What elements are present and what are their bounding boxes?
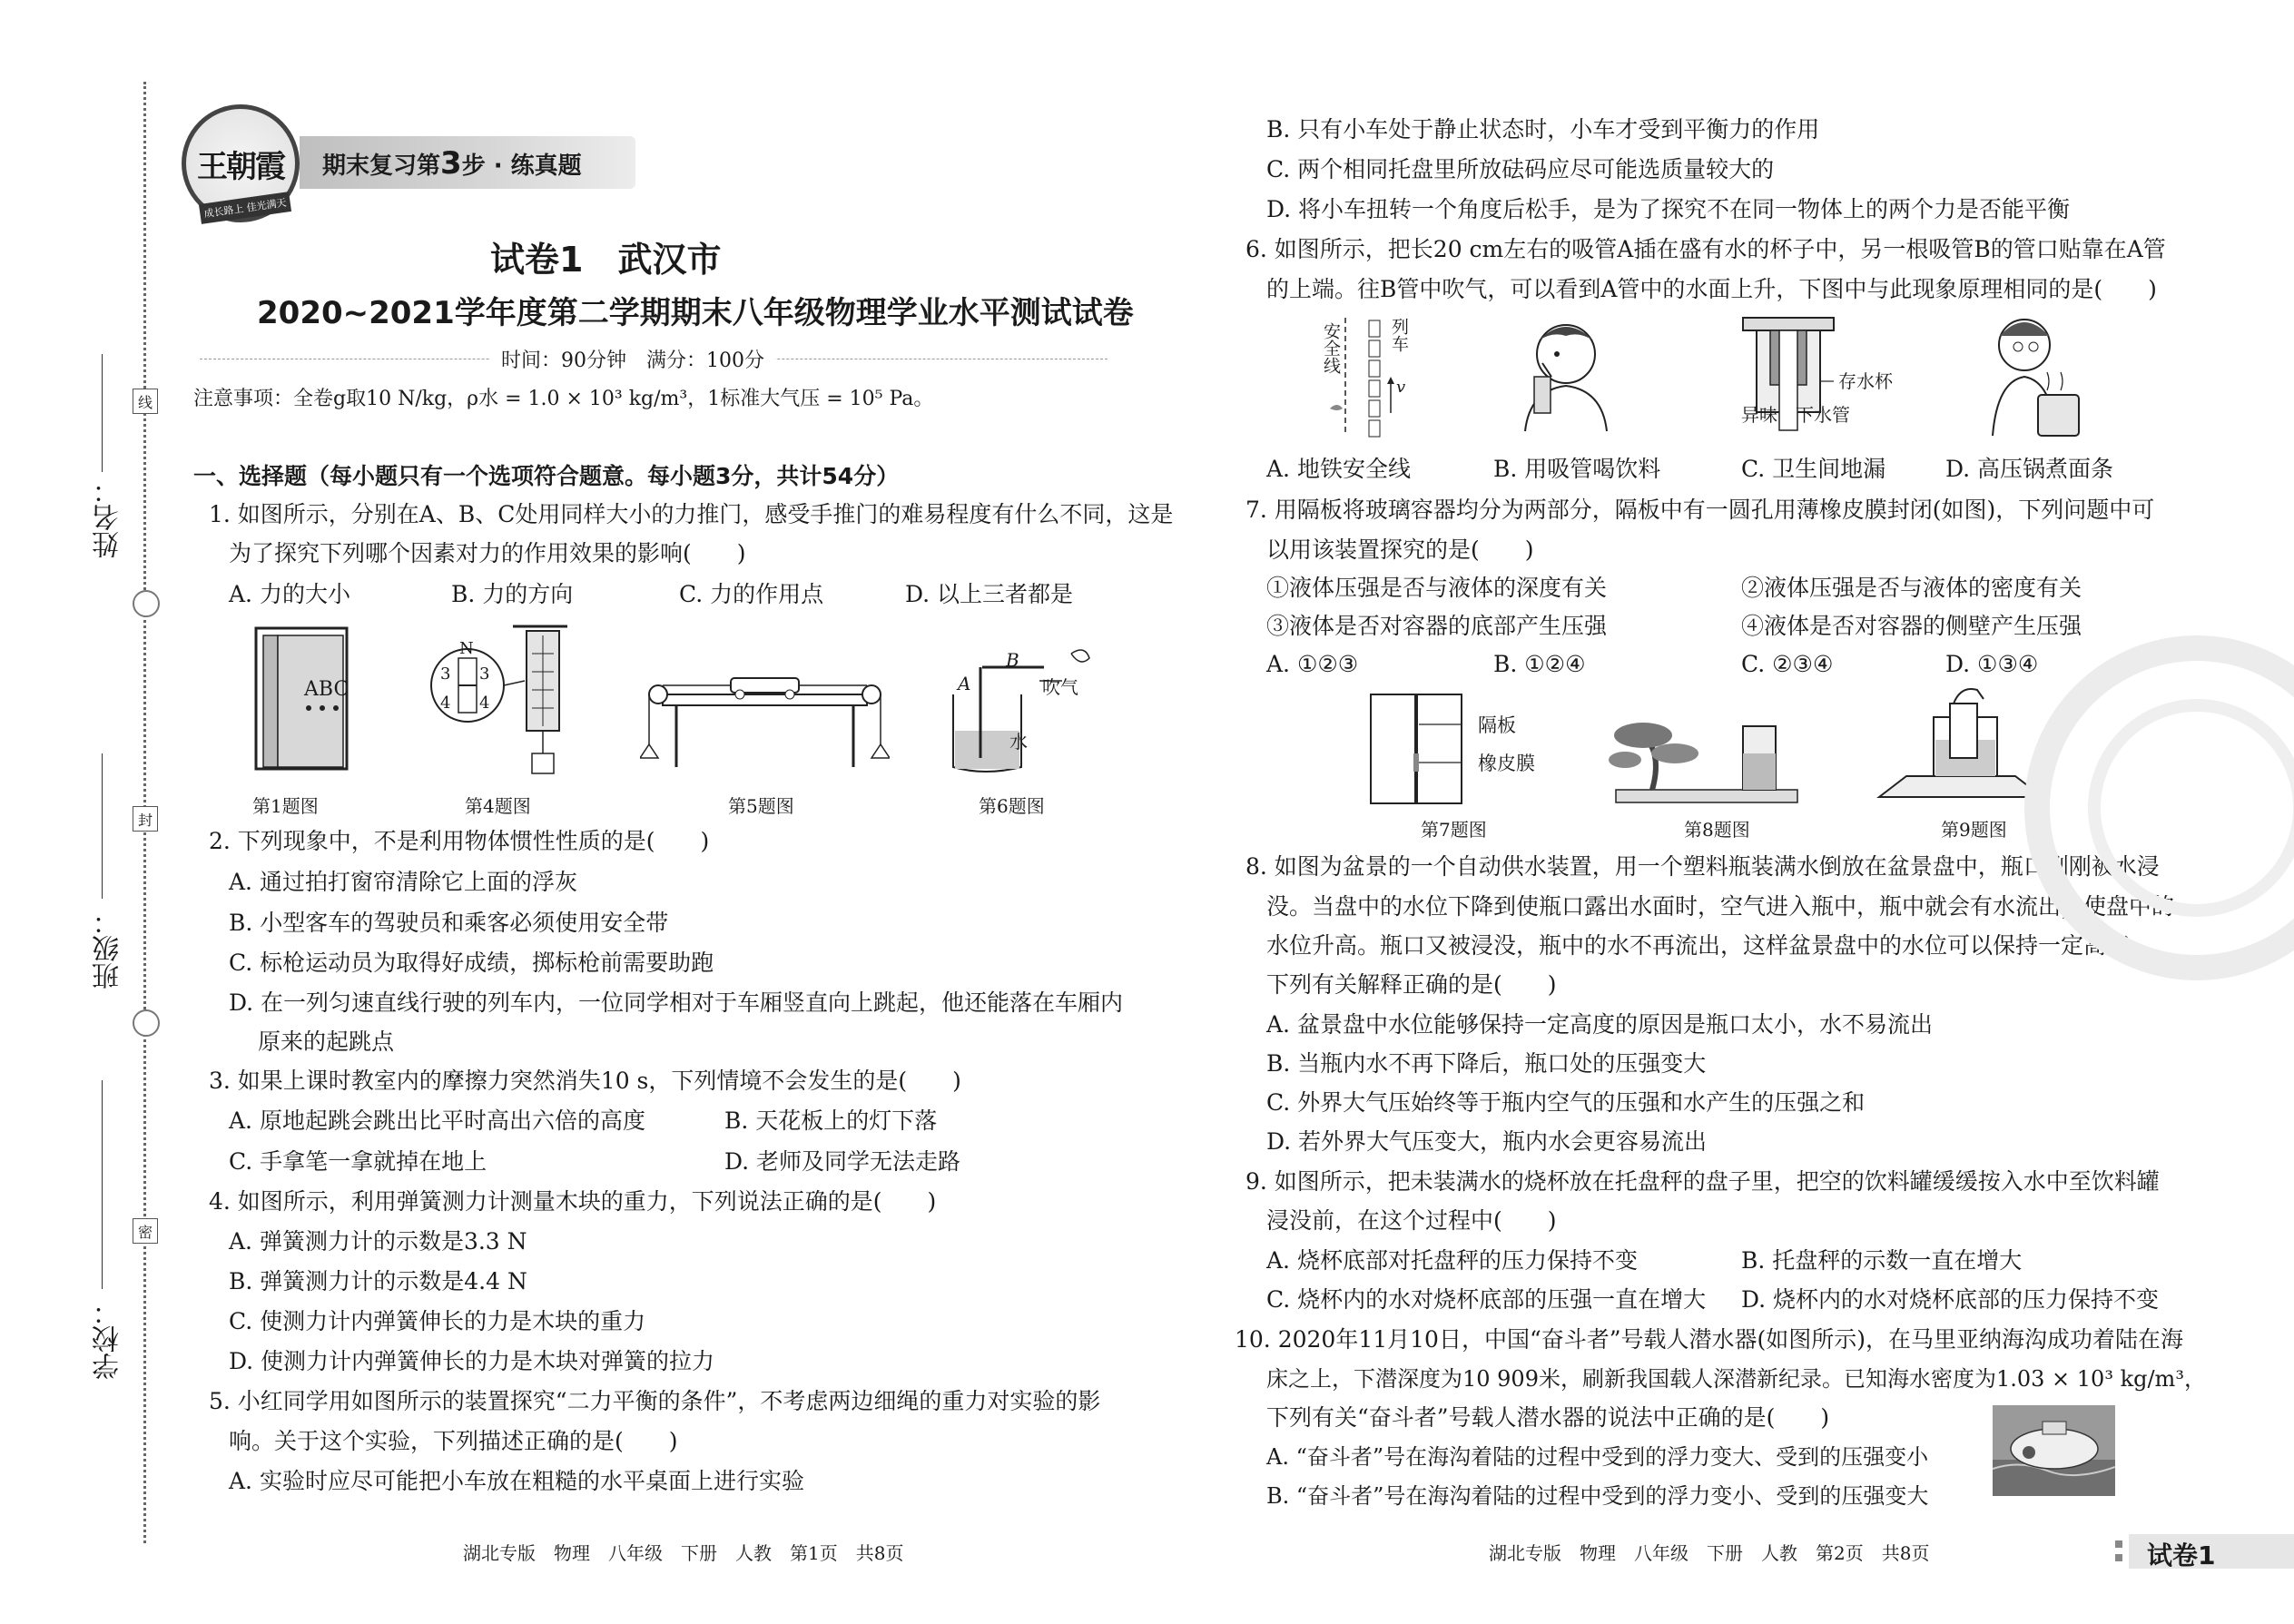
fig1-caption: 第1题图: [252, 795, 319, 817]
paper-subtitle: 2020~2021学年度第二学期期末八年级物理学业水平测试试卷: [257, 295, 1134, 331]
q8-option-b[interactable]: B. 当瓶内水不再下降后，瓶口处的压强变大: [1266, 1050, 1707, 1077]
q1-stem-2: 为了探究下列哪个因素对力的作用效果的影响( ): [229, 540, 746, 566]
fig7-container: [1366, 690, 1475, 808]
q1-option-b[interactable]: B. 力的方向: [451, 581, 574, 607]
footer-tag: 试卷1: [2147, 1540, 2216, 1570]
q1-option-a[interactable]: A. 力的大小: [229, 581, 350, 607]
q7-item-4: ④液体是否对容器的侧壁产生压强: [1741, 613, 2082, 639]
q6-fig-drain-pipe: 下水管: [1796, 404, 1850, 426]
q7-option-a[interactable]: A. ①②③: [1266, 651, 1359, 677]
q4-option-a[interactable]: A. 弹簧测力计的示数是3.3 N: [229, 1228, 527, 1255]
q8-stem-1: 8. 如图为盆景的一个自动供水装置，用一个塑料瓶装满水倒放在盆景盘中，瓶口刚刚被水浸: [1245, 853, 2160, 880]
notice: 注意事项：全卷g取10 N/kg，ρ水 = 1.0 × 10³ kg/m³，1标准大气压 = 10⁵ Pa。: [193, 388, 934, 410]
banner-number: 3: [440, 145, 462, 182]
q6-fig-straw-drinking: [1511, 313, 1620, 436]
binding-ring-1: [133, 590, 160, 617]
q8-option-c[interactable]: C. 外界大气压始终等于瓶内空气的压强和水产生的压强之和: [1266, 1089, 1866, 1116]
school-label: 学校：: [93, 1298, 124, 1380]
q8-stem-2: 没。当盘中的水位下降到使瓶口露出水面时，空气进入瓶中，瓶中就会有水流出，使盘中的: [1266, 893, 2175, 920]
q10-stem-1: 10. 2020年11月10日，中国“奋斗者”号载人潜水器(如图所示)，在马里亚纳海沟成功着陆在海: [1235, 1326, 2184, 1353]
q2-option-b[interactable]: B. 小型客车的驾驶员和乘客必须使用安全带: [229, 910, 669, 936]
binding-ring-2: [133, 1009, 160, 1037]
q6-option-b[interactable]: B. 用吸管喝饮料: [1493, 456, 1661, 482]
q5-option-c[interactable]: C. 两个相同托盘里所放砝码应尽可能选质量较大的: [1266, 156, 1775, 182]
fig8-caption: 第8题图: [1684, 819, 1750, 841]
name-field[interactable]: [102, 354, 103, 472]
q9-option-d[interactable]: D. 烧杯内的水对烧杯底部的压力保持不变: [1741, 1286, 2160, 1313]
fig9-scale-beaker: [1870, 681, 2052, 808]
q6-fig-velocity: v: [1396, 378, 1406, 397]
q1-stem-1: 1. 如图所示，分别在A、B、C处用同样大小的力推门，感受手推门的难易程度有什么不同，这是: [209, 501, 1174, 527]
paper-title: 试卷1 武汉市: [490, 240, 722, 280]
q6-option-c[interactable]: C. 卫生间地漏: [1741, 456, 1886, 482]
q1-option-d[interactable]: D. 以上三者都是: [905, 581, 1074, 607]
watermark-seal-inner: [2088, 699, 2294, 917]
q7-item-2: ②液体压强是否与液体的密度有关: [1741, 575, 2082, 601]
q3-option-c[interactable]: C. 手拿笔一拿就掉在地上: [229, 1148, 487, 1175]
fig6-label-water: 水: [1009, 731, 1028, 753]
q10-submersible-photo: [1993, 1405, 2115, 1496]
q10-stem-3: 下列有关“奋斗者”号载人潜水器的说法中正确的是( ): [1266, 1404, 1830, 1431]
q8-option-d[interactable]: D. 若外界大气压变大，瓶内水会更容易流出: [1266, 1128, 1708, 1155]
fig6-label-blow: 吹气: [1042, 676, 1078, 698]
q9-option-c[interactable]: C. 烧杯内的水对烧杯底部的压强一直在增大: [1266, 1286, 1707, 1313]
q8-option-a[interactable]: A. 盆景盘中水位能够保持一定高度的原因是瓶口太小，水不易流出: [1266, 1011, 1933, 1038]
logo-text: 王朝霞: [197, 148, 284, 185]
q2-stem: 2. 下列现象中，不是利用物体惯性性质的是( ): [209, 828, 710, 854]
school-field[interactable]: [102, 1080, 103, 1289]
q7-option-d[interactable]: D. ①③④: [1945, 651, 2039, 677]
fig4-tick-4-left: 4: [440, 694, 451, 713]
q3-option-a[interactable]: A. 原地起跳会跳出比平时高出六倍的高度: [229, 1107, 645, 1134]
name-label: 姓名：: [93, 477, 124, 558]
fig4-tick-3-right: 3: [479, 664, 490, 684]
fig4-caption: 第4题图: [465, 795, 531, 817]
q2-option-a[interactable]: A. 通过拍打窗帘清除它上面的浮灰: [229, 869, 577, 895]
footer-left: 湖北专版 物理 八年级 下册 人教 第1页 共8页: [463, 1542, 904, 1564]
q8-stem-4: 下列有关解释正确的是( ): [1266, 971, 1557, 998]
q6-stem-1: 6. 如图所示，把长20 cm左右的吸管A插在盛有水的杯子中，另一根吸管B的管口贴靠在A管: [1245, 236, 2166, 262]
q6-fig-smell: 异味: [1741, 404, 1777, 426]
seal-mark-secret: 密: [133, 1218, 158, 1244]
seal-mark-line: 线: [133, 389, 158, 414]
q3-option-d[interactable]: D. 老师及同学无法走路: [724, 1148, 961, 1175]
q6-fig-store-cup: 存水杯: [1838, 370, 1893, 392]
q3-option-b[interactable]: B. 天花板上的灯下落: [724, 1107, 938, 1134]
q2-option-d-2: 原来的起跳点: [258, 1029, 395, 1055]
q7-option-c[interactable]: C. ②③④: [1741, 651, 1834, 677]
fig9-caption: 第9题图: [1941, 819, 2007, 841]
q4-option-b[interactable]: B. 弹簧测力计的示数是4.4 N: [229, 1268, 527, 1294]
banner-prefix: 期末复习第: [322, 153, 441, 180]
section-1-heading: 一、选择题（每小题只有一个选项符合题意。每小题3分，共计54分）: [193, 463, 900, 489]
q6-fig-safe-line: 安全线: [1321, 322, 1341, 374]
q6-fig-pressure-cooker: [1984, 309, 2083, 440]
q5-option-b[interactable]: B. 只有小车处于静止状态时，小车才受到平衡力的作用: [1266, 116, 1820, 143]
q9-stem-1: 9. 如图所示，把未装满水的烧杯放在托盘秤的盘子里，把空的饮料罐缓缓按入水中至饮料罐: [1245, 1168, 2160, 1195]
fig6-caption: 第6题图: [979, 795, 1045, 817]
fig8-bonsai: [1607, 704, 1807, 808]
banner-text: [322, 145, 582, 182]
q6-fig-train: 列车: [1389, 318, 1409, 352]
q10-option-a[interactable]: A. “奋斗者”号在海沟着陆的过程中受到的浮力变大、受到的压强变小: [1266, 1444, 1929, 1470]
q7-item-3: ③液体是否对容器的底部产生压强: [1266, 613, 1608, 639]
q4-option-d[interactable]: D. 使测力计内弹簧伸长的力是木块对弹簧的拉力: [229, 1348, 715, 1374]
q5-option-a[interactable]: A. 实验时应尽可能把小车放在粗糙的水平桌面上进行实验: [229, 1468, 804, 1494]
fig5-cart-apparatus: [640, 667, 890, 776]
footer-right: 湖北专版 物理 八年级 下册 人教 第2页 共8页: [1489, 1542, 1930, 1564]
fig7-membrane-label: 橡皮膜: [1478, 753, 1535, 774]
q1-option-c[interactable]: C. 力的作用点: [679, 581, 824, 607]
q9-option-a[interactable]: A. 烧杯底部对托盘秤的压力保持不变: [1266, 1247, 1638, 1274]
q2-option-d-1[interactable]: D. 在一列匀速直线行驶的列车内，一位同学相对于车厢竖直向上跳起，他还能落在车厢内: [229, 989, 1124, 1016]
fig4-unit: N: [459, 639, 474, 658]
fig4-tick-4-right: 4: [479, 694, 490, 713]
q3-stem: 3. 如果上课时教室内的摩擦力突然消失10 s，下列情境不会发生的是( ): [209, 1068, 961, 1094]
q6-option-d[interactable]: D. 高压锅煮面条: [1945, 456, 2114, 482]
class-field[interactable]: [102, 753, 103, 899]
q2-option-c[interactable]: C. 标枪运动员为取得好成绩，掷标枪前需要助跑: [229, 950, 714, 976]
fig6-label-b: B: [1006, 649, 1019, 671]
class-label: 班级：: [93, 908, 124, 989]
q7-option-b[interactable]: B. ①②④: [1493, 651, 1586, 677]
footer-square-icon: [2115, 1540, 2122, 1548]
q9-option-b[interactable]: B. 托盘秤的示数一直在增大: [1741, 1247, 2023, 1274]
q5-stem-2: 响。关于这个实验，下列描述正确的是( ): [229, 1428, 678, 1454]
fig6-label-a: A: [958, 673, 971, 694]
footer-square-icon-2: [2115, 1554, 2122, 1561]
q6-stem-2: 的上端。往B管中吹气，可以看到A管中的水面上升，下图中与此现象原理相同的是( ): [1266, 276, 2157, 302]
fig1-abc-label: ABC: [304, 678, 350, 701]
q5-stem-1: 5. 小红同学用如图所示的装置探究“二力平衡的条件”，不考虑两边细绳的重力对实验的影: [209, 1388, 1101, 1414]
q6-option-a[interactable]: A. 地铁安全线: [1266, 456, 1411, 482]
time-info: 时间：90分钟 满分：100分: [490, 345, 775, 373]
banner-suffix: 步 · 练真题: [461, 153, 582, 180]
q8-stem-3: 水位升高。瓶口又被浸没，瓶中的水不再流出，这样盆景盘中的水位可以保持一定高度。: [1266, 932, 2152, 959]
q9-stem-2: 浸没前，在这个过程中( ): [1266, 1207, 1557, 1234]
fig4-tick-3-left: 3: [440, 664, 451, 684]
q10-option-b[interactable]: B. “奋斗者”号在海沟着陆的过程中受到的浮力变小、受到的压强变大: [1266, 1483, 1929, 1509]
seal-mark-seal: 封: [133, 806, 158, 832]
q4-stem: 4. 如图所示，利用弹簧测力计测量木块的重力，下列说法正确的是( ): [209, 1188, 937, 1215]
q5-option-d[interactable]: D. 将小车扭转一个角度后松手，是为了探究不在同一物体上的两个力是否能平衡: [1266, 196, 2071, 222]
q10-stem-2: 床之上，下潜深度为10 909米，刷新我国载人深潜新纪录。已知海水密度为1.03 × 10³ kg/m³，: [1266, 1366, 2206, 1392]
q7-item-1: ①液体压强是否与液体的深度有关: [1266, 575, 1608, 601]
fig7-caption: 第7题图: [1421, 819, 1487, 841]
fig7-board-label: 隔板: [1478, 714, 1516, 736]
logo-band: 成长路上 佳光满天: [199, 192, 291, 224]
fig5-caption: 第5题图: [728, 795, 794, 817]
q7-stem-2: 以用该装置探究的是( ): [1266, 536, 1534, 563]
q7-stem-1: 7. 用隔板将玻璃容器均分为两部分，隔板中有一圆孔用薄橡皮膜封闭(如图)，下列问题中可: [1245, 497, 2155, 523]
q4-option-c[interactable]: C. 使测力计内弹簧伸长的力是木块的重力: [229, 1308, 646, 1334]
